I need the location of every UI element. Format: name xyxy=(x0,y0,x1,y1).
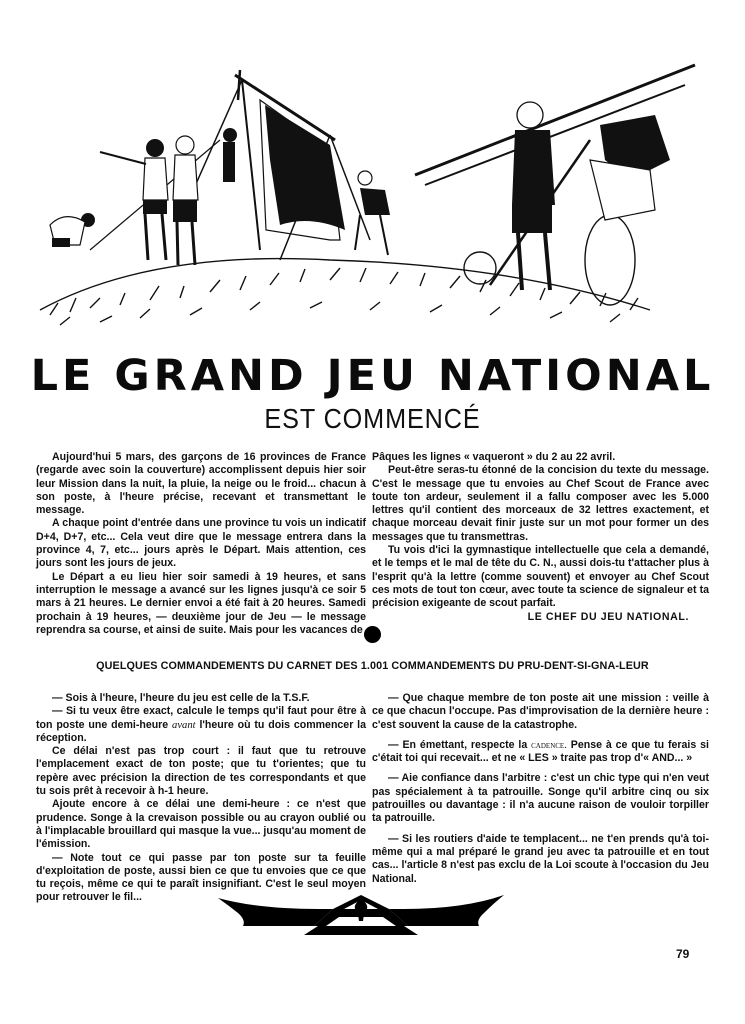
commandment-text: Pense à ce que tu ferais si c'était toi qui recevait... et ne « LES » traite pas trop d'« AND... » xyxy=(372,738,709,765)
commandment-item xyxy=(36,705,366,745)
article-subtitle: EST COMMENCÉ xyxy=(264,403,481,434)
commandments-column-right xyxy=(372,692,709,886)
commandment-item: — Aie confiance dans l'arbitre : c'est un chic type qui n'en veut pas spécialement à ta patrouille. Songe qu'il arbitre cinq ou six patrouilles ou davantage : il n'a aucune raison de vouloir torpiller ta patrouille. xyxy=(372,772,709,825)
commandment-item: — Sois à l'heure, l'heure du jeu est celle de la T.S.F. xyxy=(52,692,310,704)
commandments-heading: QUELQUES COMMANDEMENTS DU CARNET DES 1.001 COMMANDEMENTS DU PRU-DENT-SI-GNA-LEUR xyxy=(96,660,649,672)
commandment-text: — Si tu veux être exact, calcule le temps qu'il faut pour être à ton poste une demi-heure xyxy=(36,705,366,731)
commandment-item: Ce délai n'est pas trop court : il faut que tu retrouve l'emplacement exact de ton poste; que tu t'orientes; que tu repère avec précision la direction de tes correspondants et que tu sois prêt à recevoir à h-1 heure. xyxy=(36,745,366,798)
commandment-emphasis: cadence. xyxy=(531,739,567,751)
article-signature: LE CHEF DU JEU NATIONAL. xyxy=(527,610,689,623)
commandment-item: — Que chaque membre de ton poste ait une mission : veille à ce que chacun l'occupe. Pas d'improvisation de la dernière heure : c'est souvent la cause de la catastrophe. xyxy=(372,692,709,731)
commandment-text: — En émettant, respecte la xyxy=(388,738,532,751)
section-separator-dot xyxy=(364,626,381,643)
article-paragraph: Aujourd'hui 5 mars, des garçons de 16 provinces de France (regarde avec soin la couverture) accomplissent depuis hier soir leur Mission dans la nuit, la pluie, la neige ou le froid... chacun à son poste, à l'heure précise, recevant et transmettant le message. xyxy=(36,451,366,517)
article-paragraph: Tu vois d'ici la gymnastique intellectuelle que cela a demandé, et le temps et le mal de tête du C. N., aussi dois-tu t'attacher plus à l'esprit qu'à la lettre (comme souvent) et envoyer au Chef Scout ces mots de tout ton cœur, avec toute ta science de signaleur et ta précision exigeante de scout parfait. xyxy=(372,544,709,610)
commandment-emphasis: avant xyxy=(172,719,196,731)
article-paragraph: Le Départ a eu lieu hier soir samedi à 19 heures, et sans interruption le message a avancé sur les lignes jusqu'à ce soir 5 mars à 21 heures. Le dernier envoi a été fait à 20 heures. Samedi prochain à 19 heures, — deuxième jour de Jeu — le message reprendra sa course, et ainsi de suite. Mais pour les vacances de xyxy=(36,570,366,636)
commandment-item: Ajoute encore à ce délai une demi-heure : ce n'est que prudence. Songe à la crevaison possible ou au crayon oublié ou à l'implacable brouillard qui masque la vue... jusqu'au moment de l'émission. xyxy=(36,798,366,851)
article-paragraph: Pâques les lignes « vaqueront » du 2 au 22 avril. xyxy=(372,451,616,463)
fleur-de-lis-wings-ornament-icon xyxy=(218,895,504,935)
page-number: 79 xyxy=(676,947,690,961)
article-paragraph: Peut-être seras-tu étonné de la concision du texte du message. C'est le message que tu envoies au Chef Scout de France avec toute ton ardeur, seulement il a fallu composer avec les 5.000 lettres qu'il contient des morceaux de 32 lettres exactement, et chaque morceau devait finir juste sur un mot pour former un des messages que tu transmettras. xyxy=(372,464,709,543)
article-paragraph: A chaque point d'entrée dans une province tu vois un indicatif D+4, D+7, etc... Cela veut dire que le message entrera dans la province 4, 7, etc... jours après le Départ. Mais attention, ces jours sont les jours de jeux. xyxy=(36,517,366,570)
scouts-tent-illustration xyxy=(30,60,710,340)
commandment-item xyxy=(372,739,709,766)
commandment-text: l'heure où tu dois commencer la réception. xyxy=(36,718,366,744)
commandments-column-left xyxy=(36,692,366,905)
article-column-right xyxy=(372,451,709,624)
article-title: LE GRAND JEU NATIONAL xyxy=(30,351,715,401)
article-column-left xyxy=(36,451,366,637)
commandment-item: — Note tout ce qui passe par ton poste sur ta feuille d'exploitation de poste, aussi bien ce que tu envoies que ce que tu reçois, même ce qui te paraît insignifiant. C'est le seul moyen pour retrouver le fil... xyxy=(36,851,366,904)
commandment-item: — Si les routiers d'aide te templacent... ne t'en prends qu'à toi-même qui a mal préparé le grand jeu avec ta patrouille et en tout cas... l'article 8 n'est pas exclu de la Loi scoute à l'occasion du Jeu National. xyxy=(372,832,709,885)
